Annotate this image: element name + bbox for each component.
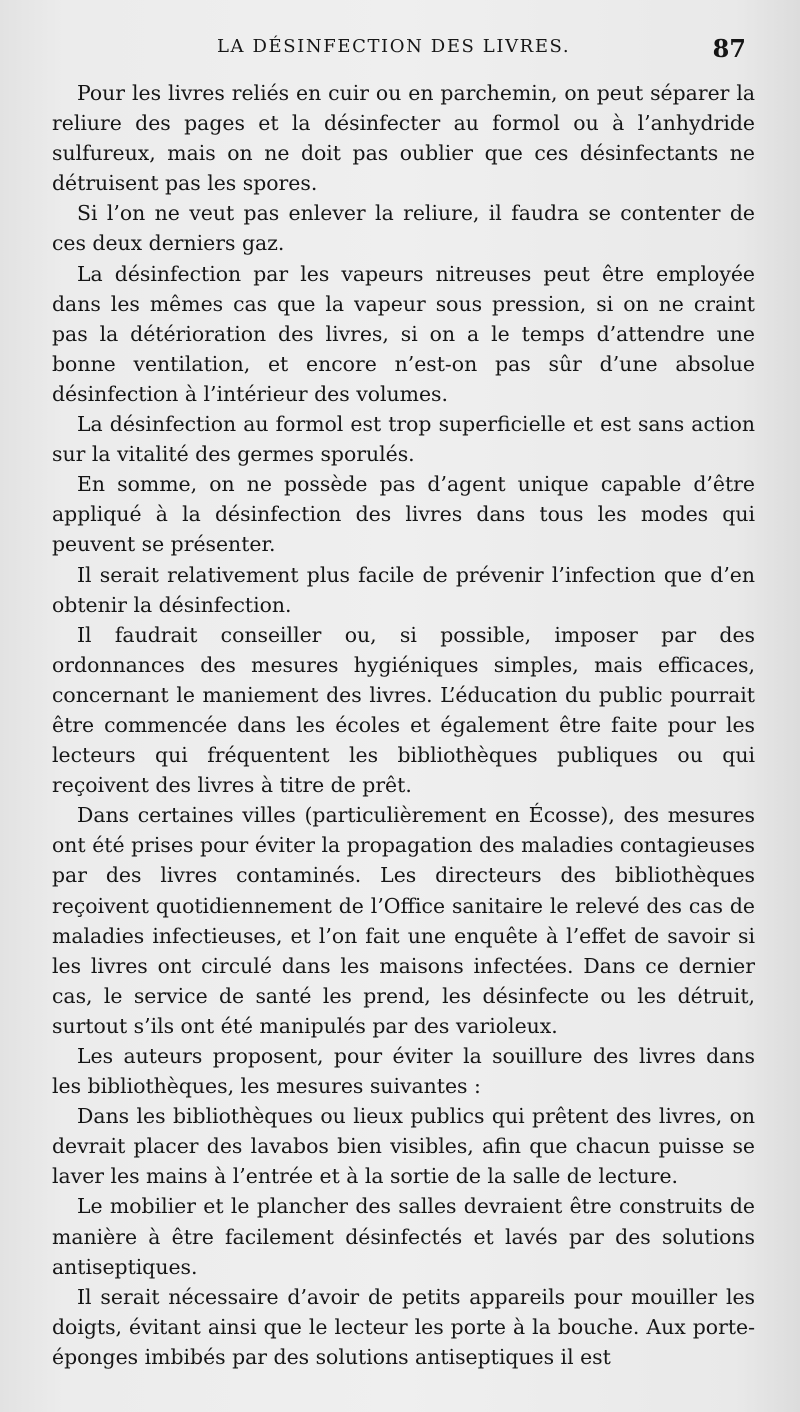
paragraph: Les auteurs proposent, pour éviter la souillure des livres dans les bibliothèques, les mesures suivantes :: [52, 1044, 755, 1099]
paragraph: En somme, on ne possède pas d’agent unique capable d’être appliqué à la désinfection des livres dans tous les modes qui peuvent se présenter.: [52, 472, 755, 557]
paragraph: Dans les bibliothèques ou lieux publics qui prêtent des livres, on devrait placer des lavabos bien visibles, afin que chacun puisse se laver les mains à l’entrée et à la sortie de la salle de lecture.: [52, 1104, 755, 1189]
page-header: [0, 36, 800, 70]
running-title: LA DÉSINFECTION DES LIVRES.: [217, 36, 571, 57]
paragraph: Si l’on ne veut pas enlever la reliure, il faudra se contenter de ces deux derniers gaz.: [52, 201, 755, 256]
page-number: 87: [712, 34, 746, 63]
paragraph: Il serait nécessaire d’avoir de petits appareils pour mouiller les doigts, évitant ainsi que le lecteur les porte à la bouche. Aux porte-éponges imbibés par des solutions antiseptiques il est: [52, 1284, 755, 1369]
paragraph: Il serait relativement plus facile de prévenir l’infection que d’en obtenir la désinfection.: [52, 562, 755, 617]
body-text: [52, 78, 755, 1372]
paragraph: Pour les livres reliés en cuir ou en parchemin, on peut séparer la reliure des pages et la désinfecter au formol ou à l’anhydride sulfureux, mais on ne doit pas oublier que ces désinfectants ne détruisent pas les spores.: [52, 81, 755, 196]
paragraph: Dans certaines villes (particulièrement en Écosse), des mesures ont été prises pour éviter la propagation des maladies contagieuses par des livres contaminés. Les directeurs des bibliothèques reçoivent quotidiennement de l’Office sanitaire le relevé des cas de maladies infectieuses, et l’on fait une enquête à l’effet de savoir si les livres ont circulé dans les maisons infectées. Dans ce dernier cas, le service de santé les prend, les désinfecte ou les détruit, surtout s’ils ont été manipulés par des varioleux.: [52, 803, 755, 1038]
paragraph: Il faudrait conseiller ou, si possible, imposer par des ordonnances des mesures hygiéniques simples, mais efficaces, concernant le maniement des livres. L’éducation du public pourrait être commencée dans les écoles et également être faite pour les lecteurs qui fréquentent les bibliothèques publiques ou qui reçoivent des livres à titre de prêt.: [52, 622, 755, 798]
paragraph: La désinfection au formol est trop superficielle et est sans action sur la vitalité des germes sporulés.: [52, 412, 755, 467]
paragraph: La désinfection par les vapeurs nitreuses peut être employée dans les mêmes cas que la vapeur sous pression, si on ne craint pas la détérioration des livres, si on a le temps d’attendre une bonne ventilation, et encore n’est-on pas sûr d’une absolue désinfection à l’intérieur des volumes.: [52, 261, 755, 406]
paragraph: Le mobilier et le plancher des salles devraient être construits de manière à être facilement désinfectés et lavés par des solutions antiseptiques.: [52, 1194, 755, 1279]
